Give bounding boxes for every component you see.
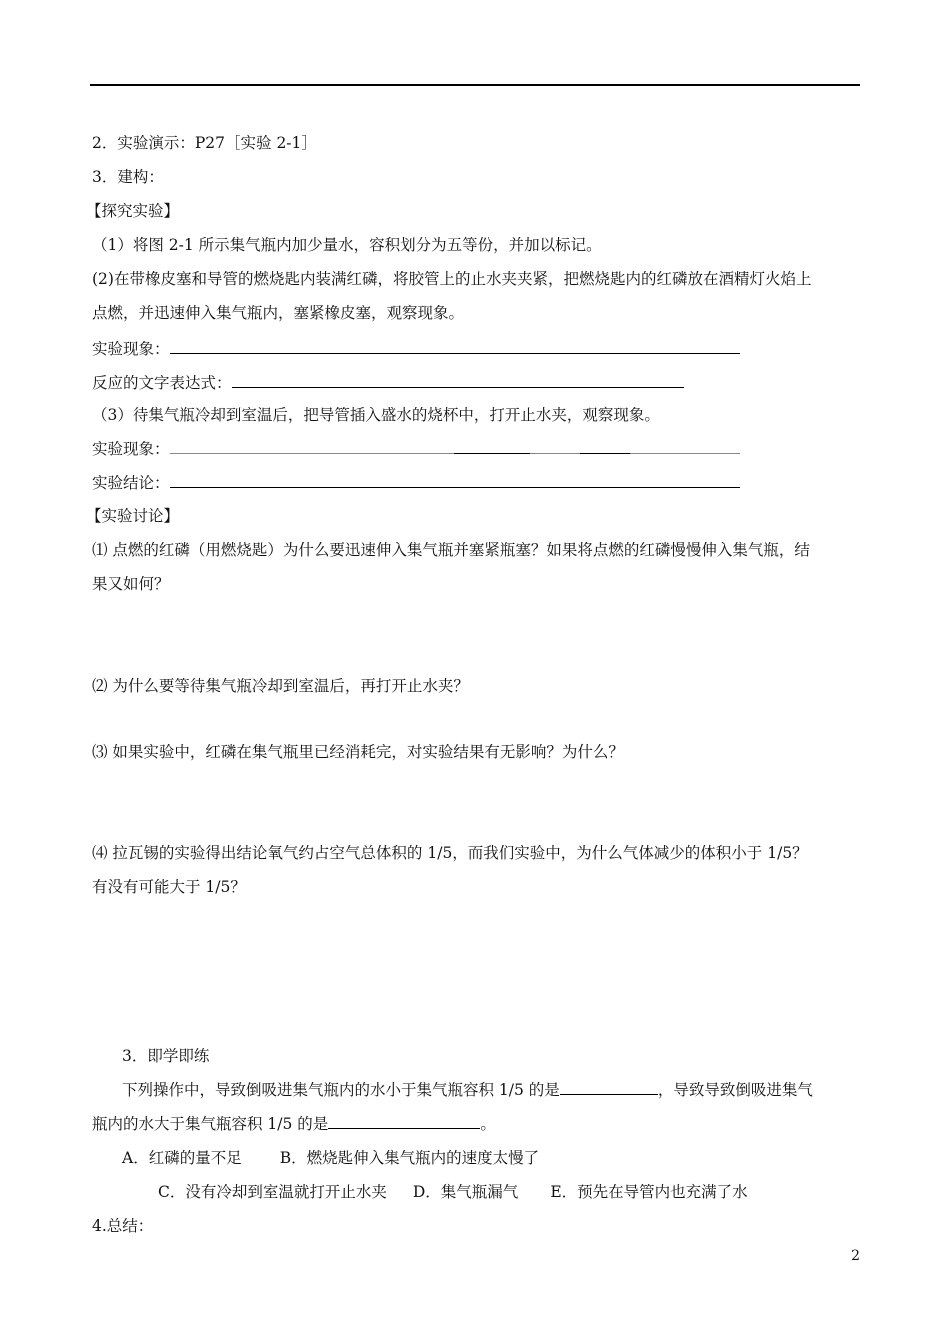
practice-text-1b: ，导致导致倒吸进集气 <box>657 1081 813 1099</box>
equation-blank[interactable] <box>232 373 684 388</box>
page-number: 2 <box>851 1248 860 1264</box>
options-row-1 <box>122 1148 539 1168</box>
option-b: B．燃烧匙伸入集气瓶内的速度太慢了 <box>279 1149 540 1167</box>
practice-text-2a: 瓶内的水大于集气瓶容积 1/5 的是 <box>92 1115 329 1133</box>
conclusion-row <box>92 473 740 493</box>
section-2-demo: 2．实验演示：P27［实验 2-1］ <box>92 134 317 152</box>
blank-segment-2 <box>580 453 630 454</box>
practice-blank-2[interactable] <box>328 1114 480 1129</box>
explore-heading: 【探究实验】 <box>86 202 180 220</box>
practice-line-1 <box>122 1080 813 1100</box>
option-a: A．红磷的量不足 <box>122 1149 242 1167</box>
equation-row <box>92 373 684 393</box>
step-2-line-2: 点燃，并迅速伸入集气瓶内，塞紧橡皮塞，观察现象。 <box>92 304 465 322</box>
blank-segment-1 <box>454 453 530 454</box>
step-2-line-1: (2)在带橡皮塞和导管的燃烧匙内装满红磷，将胶管上的止水夹夹紧，把燃烧匙内的红磷放在酒精灯火焰上 <box>92 270 812 288</box>
option-e: E．预先在导管内也充满了水 <box>550 1183 748 1201</box>
header-rule <box>90 84 860 86</box>
option-c: C．没有冷却到室温就打开止水夹 <box>158 1183 387 1201</box>
phenomenon-label-2: 实验现象： <box>92 440 170 458</box>
question-2: ⑵ 为什么要等待集气瓶冷却到室温后，再打开止水夹？ <box>92 677 469 695</box>
step-1: （1）将图 2-1 所示集气瓶内加少量水，容积划分为五等份，并加以标记。 <box>92 236 602 254</box>
practice-text-1a: 下列操作中，导致倒吸进集气瓶内的水小于集气瓶容积 1/5 的是 <box>122 1081 560 1099</box>
question-4-line-2: 有没有可能大于 1/5？ <box>92 878 246 896</box>
practice-line-2 <box>92 1114 496 1134</box>
equation-label: 反应的文字表达式： <box>92 374 232 392</box>
discuss-heading: 【实验讨论】 <box>86 507 180 525</box>
step-3: （3）待集气瓶冷却到室温后，把导管插入盛水的烧杯中，打开止水夹，观察现象。 <box>92 406 660 424</box>
phenomenon-row-2 <box>92 439 740 459</box>
conclusion-blank[interactable] <box>170 473 740 488</box>
phenomenon-label: 实验现象： <box>92 340 170 358</box>
question-1-line-1: ⑴ 点燃的红磷（用燃烧匙）为什么要迅速伸入集气瓶并塞紧瓶塞？如果将点燃的红磷慢慢伸入集气瓶，结 <box>92 541 810 559</box>
summary-heading: 4.总结： <box>92 1217 154 1235</box>
phenomenon-row-1 <box>92 339 740 359</box>
question-1-line-2: 果又如何？ <box>92 575 170 593</box>
section-3-construct: 3．建构： <box>92 168 164 186</box>
question-4-line-1: ⑷ 拉瓦锡的实验得出结论氧气约占空气总体积的 1/5，而我们实验中，为什么气体减少的体积小于 1/5？ <box>92 844 808 862</box>
practice-blank-1[interactable] <box>560 1080 658 1095</box>
practice-text-2b: 。 <box>480 1115 496 1133</box>
phenomenon-blank-2[interactable] <box>170 439 740 454</box>
question-3: ⑶ 如果实验中，红磷在集气瓶里已经消耗完，对实验结果有无影响？为什么？ <box>92 743 624 761</box>
conclusion-label: 实验结论： <box>92 474 170 492</box>
options-row-2 <box>158 1182 748 1202</box>
option-d: D．集气瓶漏气 <box>412 1183 519 1201</box>
phenomenon-blank-1[interactable] <box>170 339 740 354</box>
practice-heading: 3．即学即练 <box>122 1047 210 1065</box>
